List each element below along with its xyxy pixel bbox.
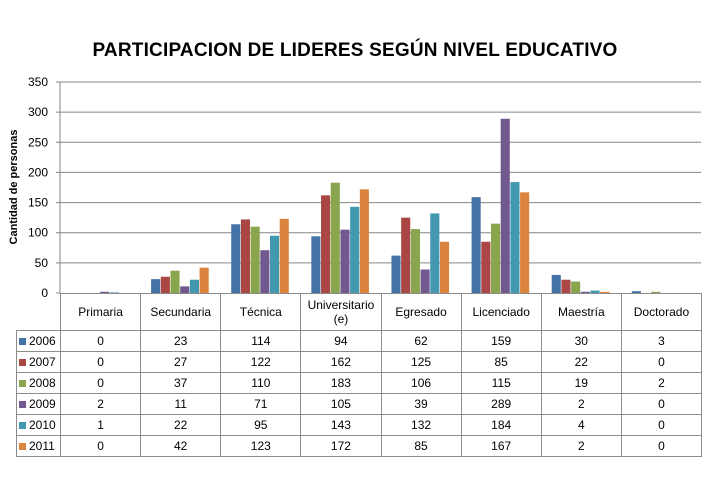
category-label: Primaria xyxy=(61,294,141,331)
y-tick-label: 150 xyxy=(27,195,48,210)
bar-2007-6 xyxy=(561,280,570,293)
category-label: Egresado xyxy=(381,294,461,331)
data-label: 0 xyxy=(621,436,701,457)
table-corner-cell xyxy=(17,294,61,331)
bar-2010-3 xyxy=(350,207,359,293)
data-label: 3 xyxy=(621,331,701,352)
data-label: 2 xyxy=(621,373,701,394)
bar-2007-5 xyxy=(481,242,490,293)
series-label: 2008 xyxy=(17,373,61,394)
data-label: 0 xyxy=(61,436,141,457)
data-label: 2 xyxy=(61,394,141,415)
series-label: 2010 xyxy=(17,415,61,436)
bar-2010-5 xyxy=(510,182,519,293)
data-label: 167 xyxy=(461,436,541,457)
bar-2009-1 xyxy=(180,286,189,293)
table-row xyxy=(17,352,702,373)
data-label: 37 xyxy=(141,373,221,394)
data-label: 4 xyxy=(541,415,621,436)
data-label: 122 xyxy=(221,352,301,373)
y-tick-label: 50 xyxy=(34,255,48,270)
y-axis-label: Cantidad de personas xyxy=(8,129,20,245)
bar-2007-3 xyxy=(321,195,330,293)
bar-2008-1 xyxy=(170,271,179,293)
data-label: 125 xyxy=(381,352,461,373)
bar-2006-1 xyxy=(151,279,160,293)
legend-swatch xyxy=(19,422,26,429)
data-label: 85 xyxy=(381,436,461,457)
bar-2008-4 xyxy=(411,229,420,293)
chart-title: PARTICIPACION DE LIDERES SEGÚN NIVEL EDUCATIVO xyxy=(92,40,618,61)
bar-2006-6 xyxy=(552,275,561,293)
bar-2009-2 xyxy=(260,250,269,293)
bar-2011-4 xyxy=(440,242,449,293)
data-label: 114 xyxy=(221,331,301,352)
data-label: 0 xyxy=(621,415,701,436)
data-label: 95 xyxy=(221,415,301,436)
bar-2011-5 xyxy=(520,192,529,293)
bar-2009-5 xyxy=(501,119,510,293)
data-label: 0 xyxy=(61,373,141,394)
data-label: 22 xyxy=(541,352,621,373)
data-label: 1 xyxy=(61,415,141,436)
data-label: 159 xyxy=(461,331,541,352)
data-label: 143 xyxy=(301,415,381,436)
bar-2010-2 xyxy=(270,236,279,293)
bar-2006-3 xyxy=(311,236,320,293)
bar-2010-4 xyxy=(430,213,439,293)
data-label: 289 xyxy=(461,394,541,415)
bar-2011-2 xyxy=(280,219,289,293)
data-label: 0 xyxy=(61,331,141,352)
data-label: 106 xyxy=(381,373,461,394)
data-label: 23 xyxy=(141,331,221,352)
table-header-row xyxy=(17,294,702,331)
y-tick-label: 350 xyxy=(27,75,48,89)
legend-swatch xyxy=(19,359,26,366)
table-row xyxy=(17,436,702,457)
data-label: 2 xyxy=(541,394,621,415)
bar-2010-1 xyxy=(190,280,199,293)
series-label: 2009 xyxy=(17,394,61,415)
data-label: 0 xyxy=(621,352,701,373)
series-label: 2011 xyxy=(17,436,61,457)
data-label: 62 xyxy=(381,331,461,352)
data-label: 71 xyxy=(221,394,301,415)
bar-2007-1 xyxy=(161,277,170,293)
data-label: 94 xyxy=(301,331,381,352)
legend-swatch xyxy=(19,338,26,345)
table-row xyxy=(17,394,702,415)
data-label: 22 xyxy=(141,415,221,436)
data-label: 19 xyxy=(541,373,621,394)
data-label: 123 xyxy=(221,436,301,457)
category-label: Técnica xyxy=(221,294,301,331)
legend-swatch xyxy=(19,380,26,387)
data-label: 172 xyxy=(301,436,381,457)
data-label: 42 xyxy=(141,436,221,457)
bar-2006-5 xyxy=(472,197,481,293)
bar-2007-2 xyxy=(241,219,250,293)
category-label: Doctorado xyxy=(621,294,701,331)
bar-2011-1 xyxy=(200,268,209,293)
bar-2008-2 xyxy=(251,227,260,293)
y-tick-label: 200 xyxy=(27,165,48,180)
data-label: 105 xyxy=(301,394,381,415)
data-label: 0 xyxy=(61,352,141,373)
category-label: Licenciado xyxy=(461,294,541,331)
data-label: 132 xyxy=(381,415,461,436)
table-row xyxy=(17,373,702,394)
table-row xyxy=(17,415,702,436)
category-label: Secundaria xyxy=(141,294,221,331)
data-label: 30 xyxy=(541,331,621,352)
y-tick-label: 250 xyxy=(27,135,48,150)
series-label: 2007 xyxy=(17,352,61,373)
data-label: 11 xyxy=(141,394,221,415)
category-label: Maestría xyxy=(541,294,621,331)
bar-2009-3 xyxy=(340,230,349,293)
data-label: 110 xyxy=(221,373,301,394)
data-label: 39 xyxy=(381,394,461,415)
y-tick-label: 100 xyxy=(27,225,48,240)
data-label: 115 xyxy=(461,373,541,394)
bar-2009-4 xyxy=(421,269,430,293)
data-label: 183 xyxy=(301,373,381,394)
legend-swatch xyxy=(19,401,26,408)
bar-2011-3 xyxy=(360,189,369,293)
data-label: 184 xyxy=(461,415,541,436)
data-label: 85 xyxy=(461,352,541,373)
data-label: 27 xyxy=(141,352,221,373)
legend-swatch xyxy=(19,443,26,450)
y-tick-label: 0 xyxy=(41,286,48,300)
data-label: 162 xyxy=(301,352,381,373)
y-tick-label: 300 xyxy=(27,105,48,120)
bar-2008-5 xyxy=(491,224,500,293)
data-label: 0 xyxy=(621,394,701,415)
bar-2008-6 xyxy=(571,282,580,293)
category-label: Universitario (e) xyxy=(301,294,381,331)
bar-2006-2 xyxy=(231,224,240,293)
series-label: 2006 xyxy=(17,331,61,352)
bar-2007-4 xyxy=(401,218,410,293)
bar-2006-4 xyxy=(391,256,400,293)
data-label: 2 xyxy=(541,436,621,457)
bar-2008-3 xyxy=(331,183,340,293)
data-table xyxy=(16,293,702,457)
table-row xyxy=(17,331,702,352)
